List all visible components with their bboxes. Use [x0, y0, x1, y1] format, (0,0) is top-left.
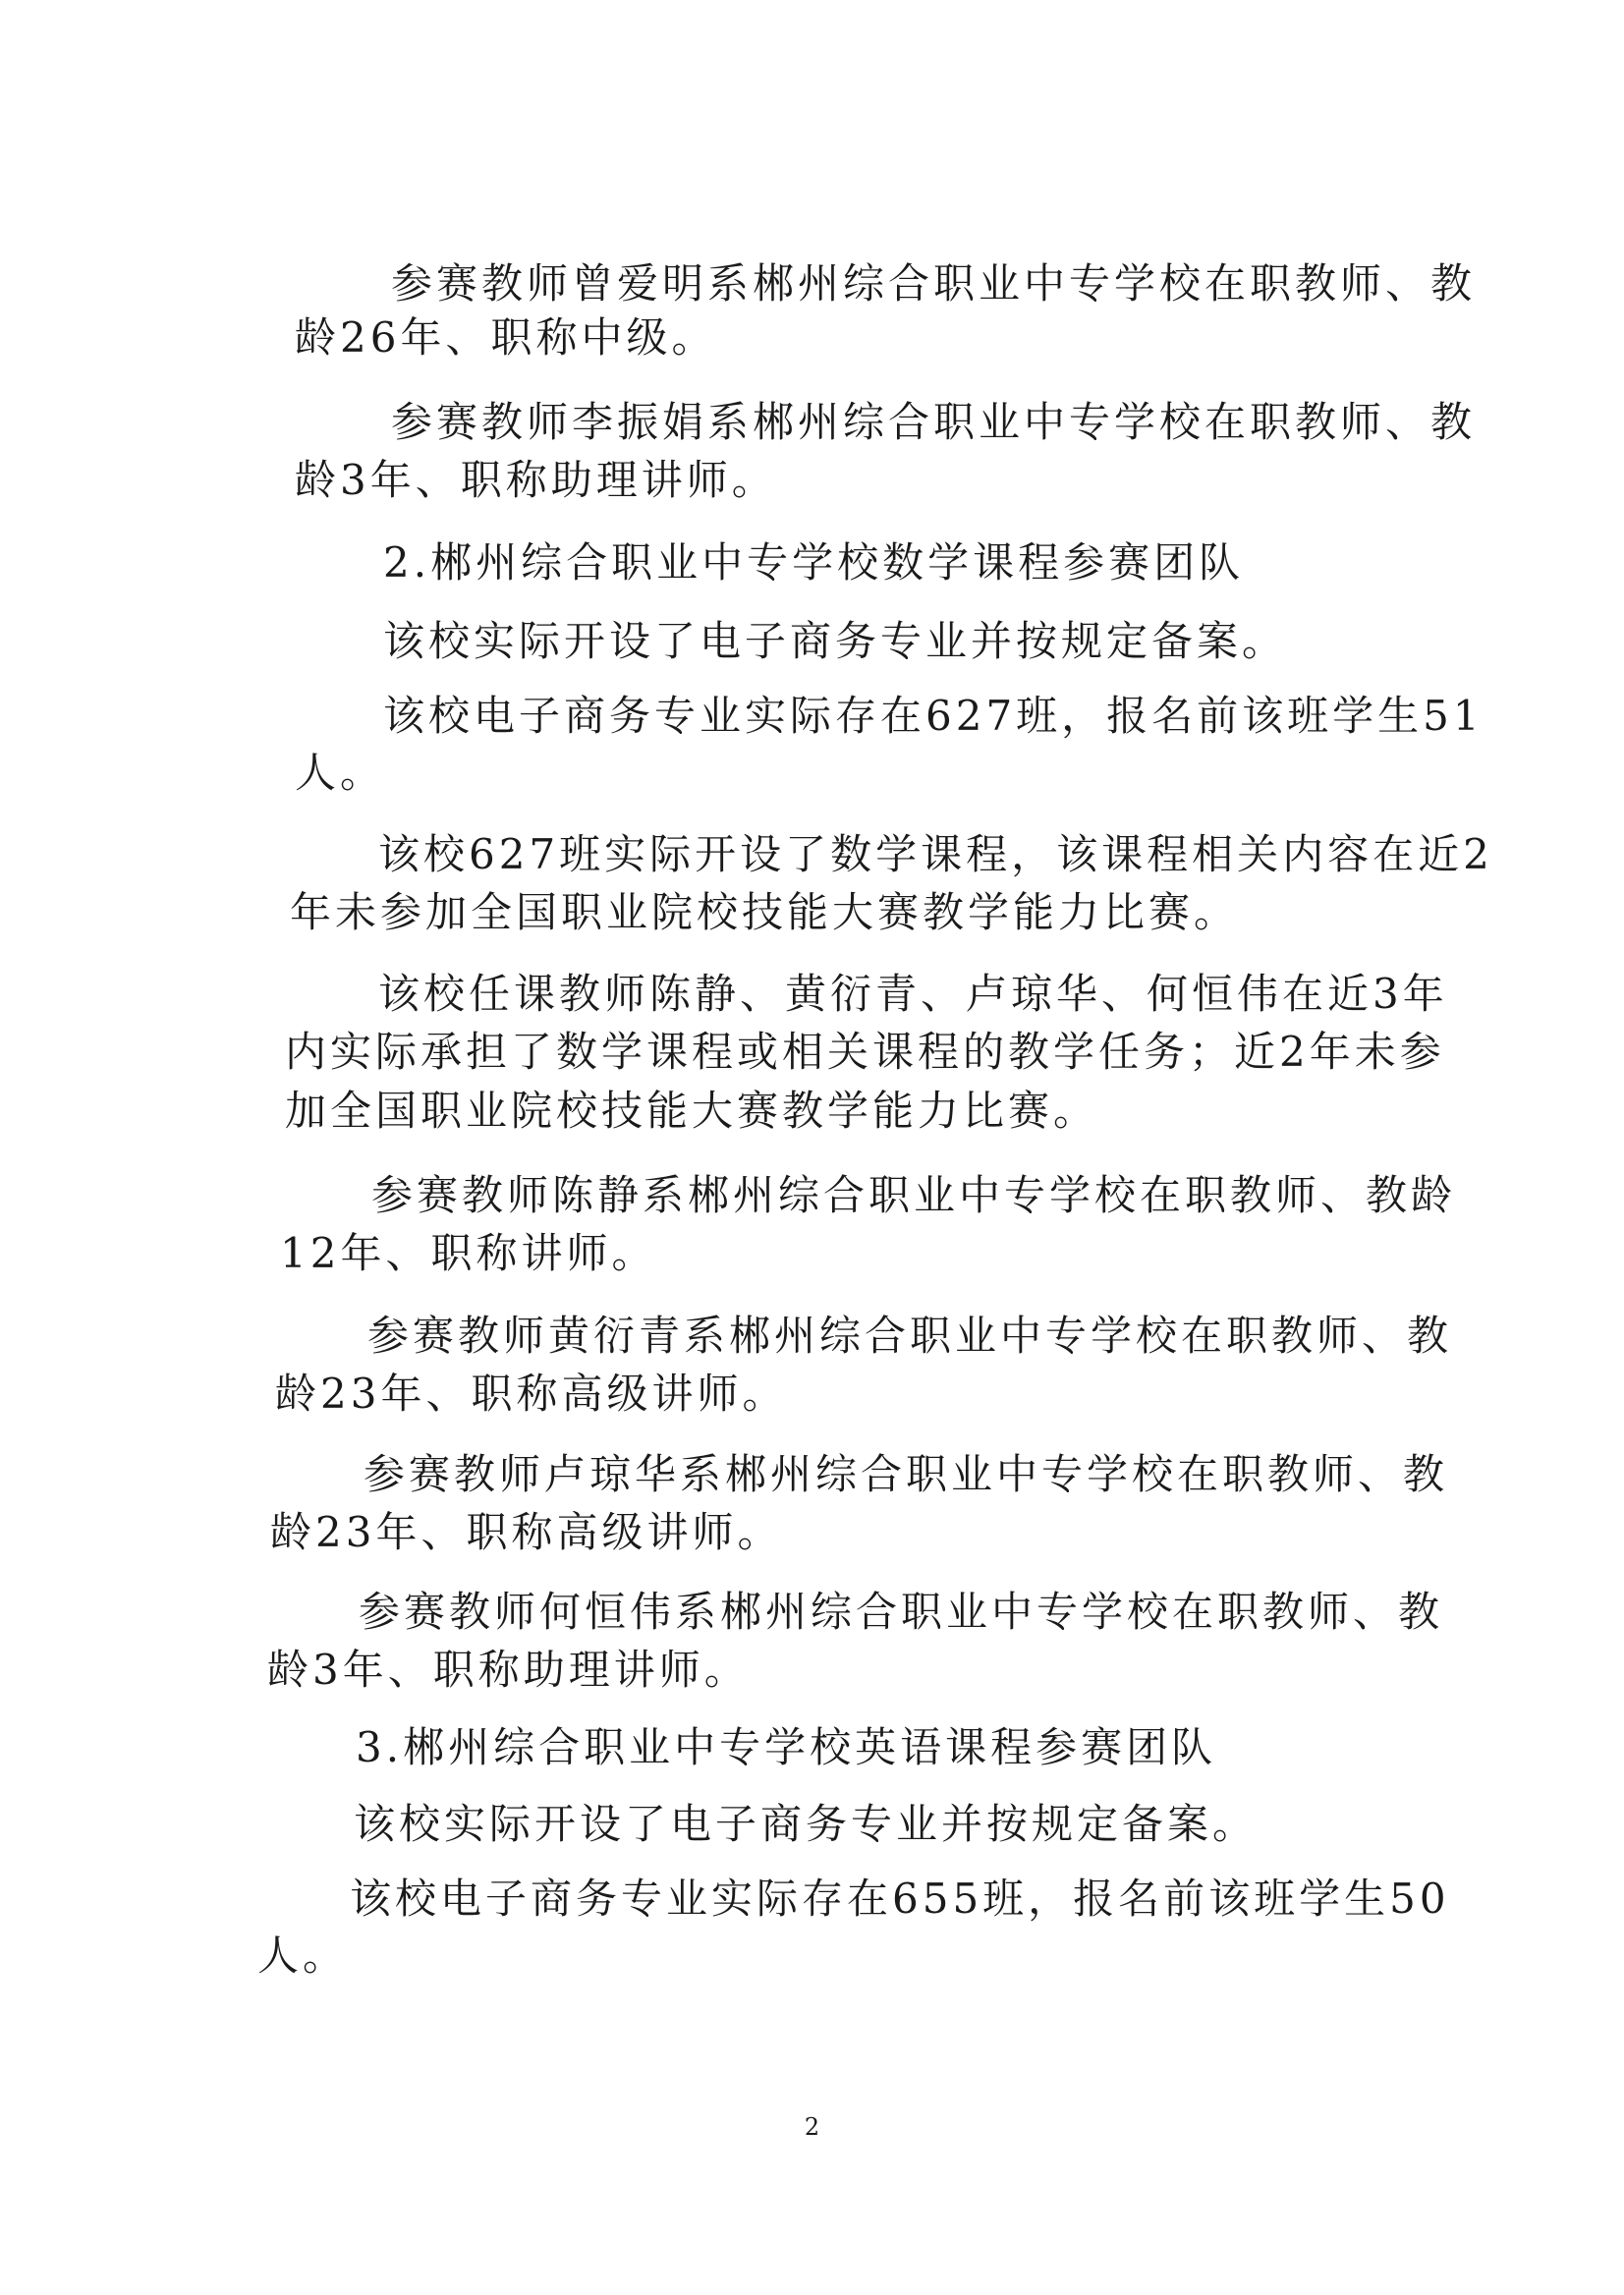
text-line: 参赛教师李振娟系郴州综合职业中专学校在职教师、教: [391, 398, 1477, 446]
section-heading: 2.郴州综合职业中专学校数学课程参赛团队: [383, 538, 1245, 587]
text-line: 龄3年、职称助理讲师。: [267, 1646, 750, 1694]
text-line: 龄23年、职称高级讲师。: [270, 1508, 783, 1556]
text-line: 参赛教师何恒伟系郴州综合职业中专学校在职教师、教: [359, 1588, 1444, 1636]
text-line: 龄3年、职称助理讲师。: [295, 456, 777, 504]
text-line: 加全国职业院校技能大赛教学能力比赛。: [285, 1087, 1099, 1135]
text-line: 龄23年、职称高级讲师。: [275, 1370, 788, 1418]
text-line: 该校实际开设了电子商务专业并按规定备案。: [354, 1800, 1259, 1848]
text-line: 年未参加全国职业院校技能大赛教学能力比赛。: [290, 888, 1240, 936]
text-line: 参赛教师曾爱明系郴州综合职业中专学校在职教师、教: [391, 259, 1477, 308]
text-line: 该校电子商务专业实际存在627班，报名前该班学生51: [383, 692, 1484, 740]
text-line: 龄26年、职称中级。: [295, 313, 717, 362]
section-heading: 3.郴州综合职业中专学校英语课程参赛团队: [356, 1723, 1217, 1771]
text-line: 12年、职称讲师。: [280, 1229, 657, 1277]
text-line: 人。: [295, 749, 386, 797]
page-number: 2: [804, 2113, 820, 2141]
text-line: 该校任课教师陈静、黄衍青、卢琼华、何恒伟在近3年: [378, 970, 1448, 1018]
text-line: 人。: [257, 1931, 349, 1980]
text-line: 参赛教师黄衍青系郴州综合职业中专学校在职教师、教: [367, 1312, 1453, 1360]
text-line: 内实际承担了数学课程或相关课程的教学任务；近2年未参: [285, 1028, 1445, 1076]
text-line: 该校627班实际开设了数学课程，该课程相关内容在近2: [378, 830, 1493, 878]
text-line: 该校实际开设了电子商务专业并按规定备案。: [383, 617, 1288, 665]
text-line: 参赛教师陈静系郴州综合职业中专学校在职教师、教龄: [371, 1171, 1457, 1219]
text-line: 该校电子商务专业实际存在655班，报名前该班学生50: [350, 1875, 1450, 1923]
text-line: 参赛教师卢琼华系郴州综合职业中专学校在职教师、教: [364, 1450, 1449, 1498]
